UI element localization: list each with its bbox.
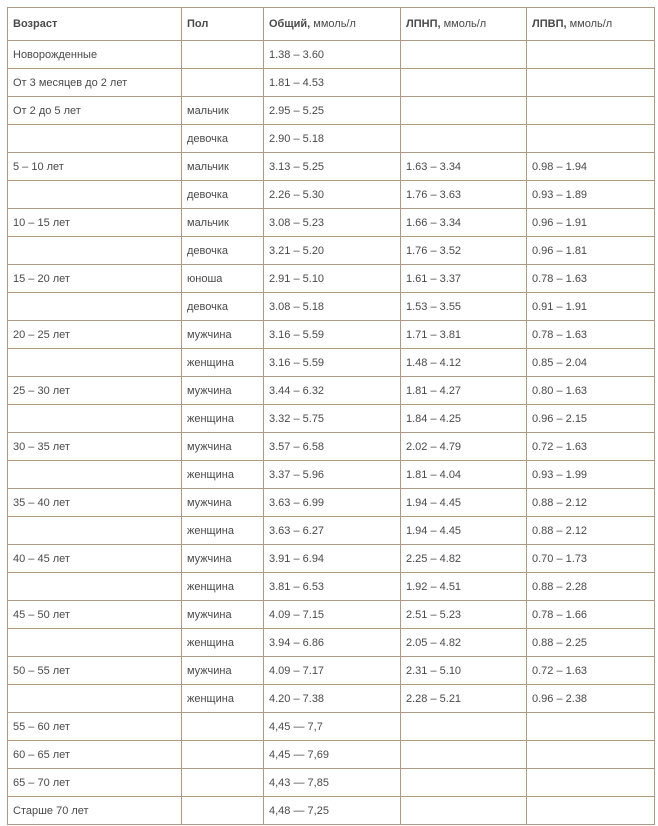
cell-age: 15 – 20 лет	[8, 265, 182, 293]
cell-hdl: 0.96 – 2.38	[527, 685, 655, 713]
header-row	[8, 8, 655, 41]
cell-hdl	[527, 741, 655, 769]
cell-hdl	[527, 125, 655, 153]
cell-hdl	[527, 797, 655, 825]
cell-age	[8, 629, 182, 657]
cell-total: 2.26 – 5.30	[264, 181, 401, 209]
header-total-unit: ммоль/л	[313, 18, 356, 30]
cell-sex: женщина	[182, 517, 264, 545]
header-ldl-label: ЛПНП,	[406, 18, 441, 30]
cell-sex: мальчик	[182, 97, 264, 125]
cell-hdl: 0.80 – 1.63	[527, 377, 655, 405]
cell-hdl	[527, 41, 655, 69]
header-ldl-unit: ммоль/л	[443, 18, 487, 30]
cell-age: 35 – 40 лет	[8, 489, 182, 517]
cell-sex: мужчина	[182, 545, 264, 573]
cell-total: 4.09 – 7.17	[264, 657, 401, 685]
table-row	[8, 713, 655, 741]
header-age-label: Возраст	[13, 18, 58, 30]
cell-total: 3.13 – 5.25	[264, 153, 401, 181]
header-total	[264, 8, 401, 41]
cell-sex: девочка	[182, 125, 264, 153]
cell-hdl	[527, 713, 655, 741]
cell-ldl: 1.71 – 3.81	[401, 321, 527, 349]
cholesterol-norms-table-wrapper	[7, 7, 655, 825]
cell-age: Новорожденные	[8, 41, 182, 69]
cell-total: 1.38 – 3.60	[264, 41, 401, 69]
cell-sex: девочка	[182, 293, 264, 321]
cell-total: 3.63 – 6.99	[264, 489, 401, 517]
cell-age	[8, 293, 182, 321]
table-row	[8, 433, 655, 461]
table-row	[8, 377, 655, 405]
cell-hdl: 0.93 – 1.89	[527, 181, 655, 209]
cell-hdl: 0.88 – 2.12	[527, 517, 655, 545]
table-row	[8, 69, 655, 97]
cell-age: 30 – 35 лет	[8, 433, 182, 461]
table-row	[8, 461, 655, 489]
cell-sex: мужчина	[182, 657, 264, 685]
cell-total: 4,48 — 7,25	[264, 797, 401, 825]
cell-hdl: 0.78 – 1.66	[527, 601, 655, 629]
cell-age: От 3 месяцев до 2 лет	[8, 69, 182, 97]
cell-hdl: 0.96 – 1.91	[527, 209, 655, 237]
table-row	[8, 629, 655, 657]
cell-ldl: 1.92 – 4.51	[401, 573, 527, 601]
cell-total: 3.08 – 5.23	[264, 209, 401, 237]
cell-age	[8, 461, 182, 489]
cell-total: 3.63 – 6.27	[264, 517, 401, 545]
cell-ldl: 1.76 – 3.63	[401, 181, 527, 209]
cell-age: Старше 70 лет	[8, 797, 182, 825]
cell-hdl: 0.93 – 1.99	[527, 461, 655, 489]
cell-ldl: 2.51 – 5.23	[401, 601, 527, 629]
cell-hdl: 0.96 – 2.15	[527, 405, 655, 433]
cell-age: 40 – 45 лет	[8, 545, 182, 573]
cell-sex: девочка	[182, 237, 264, 265]
cell-hdl: 0.78 – 1.63	[527, 265, 655, 293]
cell-sex: девочка	[182, 181, 264, 209]
cell-age	[8, 685, 182, 713]
cell-hdl	[527, 769, 655, 797]
cell-ldl: 1.63 – 3.34	[401, 153, 527, 181]
cell-hdl: 0.72 – 1.63	[527, 657, 655, 685]
table-row	[8, 517, 655, 545]
table-row	[8, 349, 655, 377]
cell-sex: юноша	[182, 265, 264, 293]
header-total-label: Общий,	[269, 18, 311, 30]
cell-age: 5 – 10 лет	[8, 153, 182, 181]
cell-ldl	[401, 69, 527, 97]
cell-sex: мужчина	[182, 601, 264, 629]
cell-total: 2.91 – 5.10	[264, 265, 401, 293]
cell-age	[8, 181, 182, 209]
cell-total: 4,45 — 7,69	[264, 741, 401, 769]
cell-ldl: 1.84 – 4.25	[401, 405, 527, 433]
table-row	[8, 125, 655, 153]
cell-ldl	[401, 125, 527, 153]
cell-ldl: 1.94 – 4.45	[401, 517, 527, 545]
table-row	[8, 769, 655, 797]
cell-ldl	[401, 741, 527, 769]
cell-hdl: 0.88 – 2.12	[527, 489, 655, 517]
cell-total: 3.16 – 5.59	[264, 321, 401, 349]
cell-total: 2.90 – 5.18	[264, 125, 401, 153]
cell-hdl: 0.88 – 2.28	[527, 573, 655, 601]
cell-age	[8, 237, 182, 265]
cell-sex	[182, 797, 264, 825]
cell-total: 4.20 – 7.38	[264, 685, 401, 713]
cell-ldl: 2.02 – 4.79	[401, 433, 527, 461]
cell-sex: мужчина	[182, 377, 264, 405]
cell-hdl	[527, 69, 655, 97]
cell-total: 2.95 – 5.25	[264, 97, 401, 125]
cell-sex: женщина	[182, 629, 264, 657]
cell-sex: женщина	[182, 685, 264, 713]
cell-total: 3.44 – 6.32	[264, 377, 401, 405]
table-row	[8, 657, 655, 685]
table-row	[8, 573, 655, 601]
cell-hdl: 0.85 – 2.04	[527, 349, 655, 377]
cell-ldl: 1.81 – 4.27	[401, 377, 527, 405]
cell-hdl	[527, 97, 655, 125]
table-row	[8, 797, 655, 825]
cell-hdl: 0.91 – 1.91	[527, 293, 655, 321]
cell-ldl: 2.25 – 4.82	[401, 545, 527, 573]
table-row	[8, 741, 655, 769]
cell-ldl	[401, 797, 527, 825]
header-sex	[182, 8, 264, 41]
cell-total: 3.16 – 5.59	[264, 349, 401, 377]
cell-sex: мужчина	[182, 321, 264, 349]
cell-age	[8, 405, 182, 433]
cell-ldl: 1.94 – 4.45	[401, 489, 527, 517]
table-row	[8, 209, 655, 237]
cell-age: 65 – 70 лет	[8, 769, 182, 797]
table-row	[8, 153, 655, 181]
cell-age: 60 – 65 лет	[8, 741, 182, 769]
cell-ldl: 2.28 – 5.21	[401, 685, 527, 713]
table-row	[8, 41, 655, 69]
cell-ldl: 1.81 – 4.04	[401, 461, 527, 489]
cell-sex: мужчина	[182, 433, 264, 461]
cell-ldl	[401, 41, 527, 69]
cell-total: 3.57 – 6.58	[264, 433, 401, 461]
cell-total: 4,45 — 7,7	[264, 713, 401, 741]
cell-sex: женщина	[182, 573, 264, 601]
cell-age: 55 – 60 лет	[8, 713, 182, 741]
cell-age	[8, 125, 182, 153]
cell-total: 3.81 – 6.53	[264, 573, 401, 601]
cell-total: 4,43 — 7,85	[264, 769, 401, 797]
header-hdl-label: ЛПВП,	[532, 18, 567, 30]
table-row	[8, 321, 655, 349]
cell-sex	[182, 769, 264, 797]
cell-total: 4.09 – 7.15	[264, 601, 401, 629]
cell-age	[8, 573, 182, 601]
cell-sex: мужчина	[182, 489, 264, 517]
cell-sex: мальчик	[182, 209, 264, 237]
table-row	[8, 545, 655, 573]
cell-age: От 2 до 5 лет	[8, 97, 182, 125]
cell-ldl: 2.31 – 5.10	[401, 657, 527, 685]
cell-ldl: 1.61 – 3.37	[401, 265, 527, 293]
cell-sex	[182, 713, 264, 741]
cell-hdl: 0.98 – 1.94	[527, 153, 655, 181]
cell-hdl: 0.72 – 1.63	[527, 433, 655, 461]
cell-total: 1.81 – 4.53	[264, 69, 401, 97]
header-hdl-unit: ммоль/л	[569, 18, 613, 30]
cell-sex: женщина	[182, 349, 264, 377]
cell-ldl: 1.76 – 3.52	[401, 237, 527, 265]
cell-total: 3.91 – 6.94	[264, 545, 401, 573]
table-row	[8, 405, 655, 433]
cell-ldl: 1.66 – 3.34	[401, 209, 527, 237]
cell-sex	[182, 741, 264, 769]
header-age	[8, 8, 182, 41]
cell-sex	[182, 69, 264, 97]
table-row	[8, 265, 655, 293]
table-row	[8, 489, 655, 517]
cell-ldl: 1.53 – 3.55	[401, 293, 527, 321]
cell-ldl: 1.48 – 4.12	[401, 349, 527, 377]
header-sex-label: Пол	[187, 18, 209, 30]
cell-hdl: 0.70 – 1.73	[527, 545, 655, 573]
cell-hdl: 0.78 – 1.63	[527, 321, 655, 349]
cell-age: 20 – 25 лет	[8, 321, 182, 349]
cell-sex: женщина	[182, 405, 264, 433]
table-row	[8, 601, 655, 629]
header-hdl	[527, 8, 655, 41]
cell-age	[8, 517, 182, 545]
cell-age: 10 – 15 лет	[8, 209, 182, 237]
cell-ldl	[401, 97, 527, 125]
header-ldl	[401, 8, 527, 41]
cell-age: 25 – 30 лет	[8, 377, 182, 405]
cell-age: 45 – 50 лет	[8, 601, 182, 629]
cell-sex: женщина	[182, 461, 264, 489]
table-row	[8, 237, 655, 265]
cell-ldl	[401, 769, 527, 797]
cell-sex: мальчик	[182, 153, 264, 181]
cell-age	[8, 349, 182, 377]
cell-age: 50 – 55 лет	[8, 657, 182, 685]
table-row	[8, 97, 655, 125]
table-row	[8, 685, 655, 713]
cell-total: 3.37 – 5.96	[264, 461, 401, 489]
cell-hdl: 0.88 – 2.25	[527, 629, 655, 657]
cell-total: 3.94 – 6.86	[264, 629, 401, 657]
cell-ldl	[401, 713, 527, 741]
cell-sex	[182, 41, 264, 69]
cell-total: 3.21 – 5.20	[264, 237, 401, 265]
cell-ldl: 2.05 – 4.82	[401, 629, 527, 657]
table-row	[8, 181, 655, 209]
table-row	[8, 293, 655, 321]
cell-total: 3.08 – 5.18	[264, 293, 401, 321]
cholesterol-norms-table	[7, 7, 655, 825]
cell-total: 3.32 – 5.75	[264, 405, 401, 433]
table-header	[8, 8, 655, 41]
cell-hdl: 0.96 – 1.81	[527, 237, 655, 265]
table-body	[8, 41, 655, 825]
